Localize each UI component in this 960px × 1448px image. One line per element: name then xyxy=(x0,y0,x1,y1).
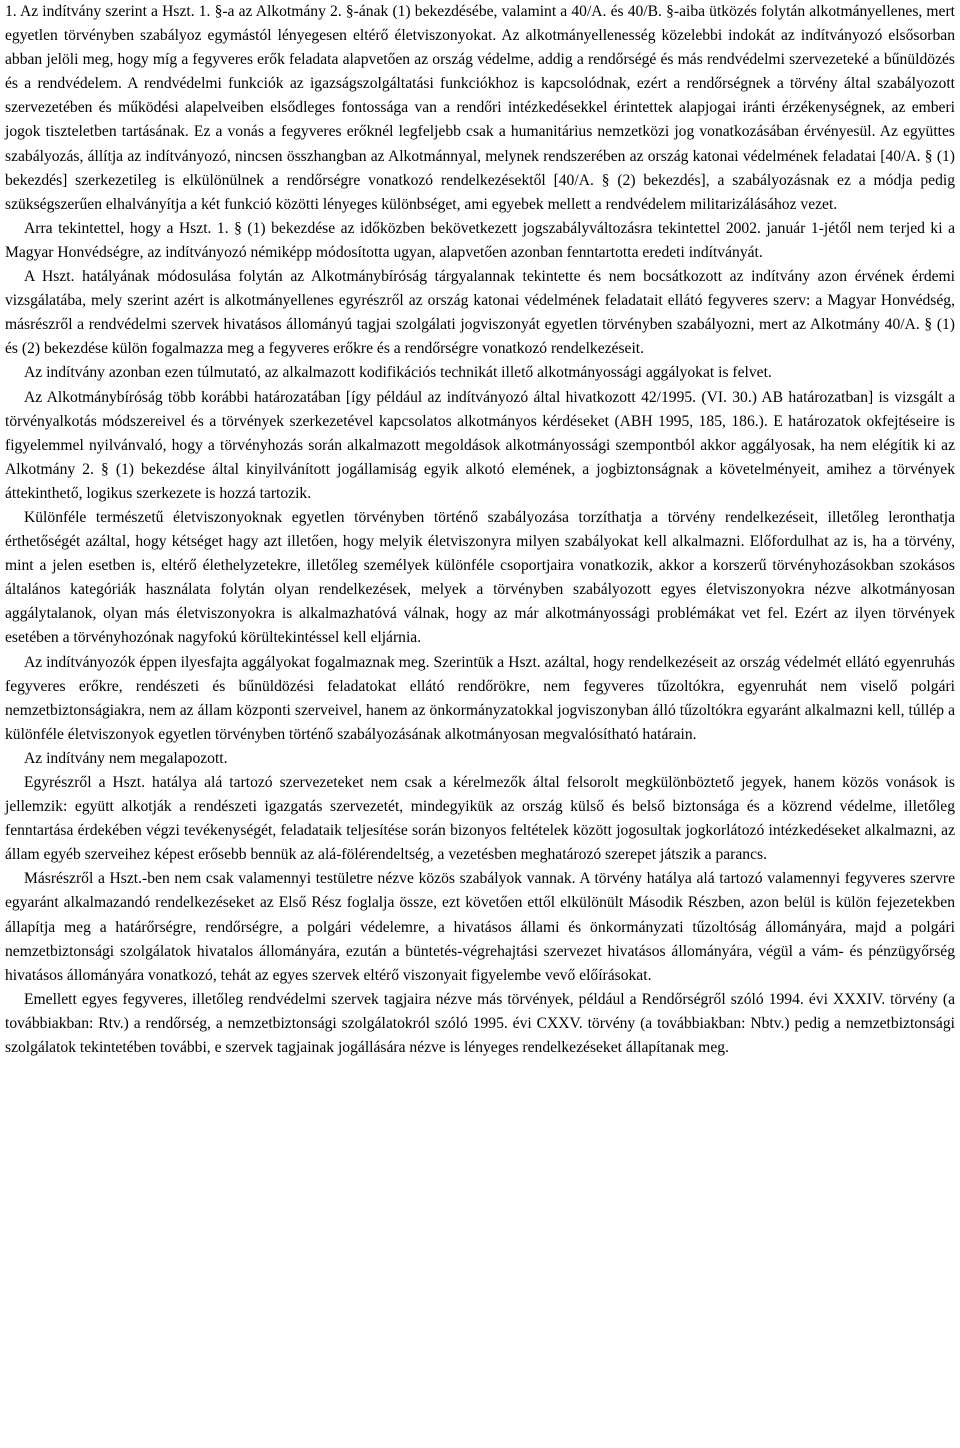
document-page xyxy=(5,0,955,1060)
paragraph-8: Az indítvány nem megalapozott. xyxy=(24,749,228,767)
paragraph-10: Másrészről a Hszt.-ben nem csak valamennyi testületre nézve közös szabályok vannak. A törvény hatálya alá tartozó valamennyi fegyveres szervre egyaránt alkalmazandó rendelkezéseket az Első Rész foglalja össze, ezt követően ettől elkülönült Második Részben, azon belül is külön fejezetekben állapítja meg a határőrségre, rendőrségre, a polgári védelemre, a hivatásos állami és önkormányzati tűzoltóság állományára, majd a polgári nemzetbiztonsági szolgálatok hivatalos állományára, ezután a büntetés-végrehajtási szervezet hivatásos állományára, végül a vám- és pénzügyőrség hivatásos állományára vonatkozó, tehát az egyes szervek eltérő viszonyait figyelembe vevő előírásokat. xyxy=(5,870,955,984)
paragraph-9: Egyrészről a Hszt. hatálya alá tartozó szervezeteket nem csak a kérelmezők által felsorolt megkülönböztető jegyek, hanem közös vonások is jellemzik: együtt alkotják a rendészeti igazgatás szervezetét, mindegyikük az ország külső és belső biztonsága és a közrend védelme, illetőleg fenntartása érdekében végzi tevékenységét, feladataik teljesítése során bizonyos feltételek között jogosultak jogkorlátozó intézkedéseket alkalmazni, az állam egyéb szerveihez képest erősebb bennük az alá-fölérendeltség, a vezetésben meghatározó szerepet játszik a parancs. xyxy=(5,774,955,864)
paragraph-1: 1. Az indítvány szerint a Hszt. 1. §-a az Alkotmány 2. §-ának (1) bekezdésébe, valamint a 40/A. és 40/B. §-aiba ütközés folytán alkotmányellenes, mert egyetlen törvényben szabályoz egymástól lényegesen eltérő életviszonyokat. Az alkotmányellenesség közelebbi indokát az indítványozó elsősorban abban jelöli meg, hogy míg a fegyveres erők feladata alapvetően az ország védelme, addig a rendőrségé és más rendvédelmi szervezeteké a bűnüldözés és a rendvédelem. A rendvédelmi funkciók az igazságszolgáltatási funkciókhoz is kapcsolódnak, ezért a rendőrségnek a törvény által szabályozott szervezetében és működési alapelveiben elsődleges fontossága van a rendőri intézkedésekkel érintettek alapjogai iránti érzékenységnek, az emberi jogok tiszteletben tartásának. Ez a vonás a fegyveres erőknél legfeljebb csak a humanitárius nemzetközi jog vonatkozásában érvényesül. Az együttes szabályozás, állítja az indítványozó, nincsen összhangban az Alkotmánnyal, melynek rendszerében az ország katonai védelmének feladatai [40/A. § (1) bekezdés] szerkezetileg is elkülönülnek a rendőrségre vonatkozó rendelkezésektől [40/A. § (2) bekezdés], a szabályozásnak ez a módja pedig szükségszerűen elhalványítja a két funkció közötti lényeges különbséget, ami egyebek mellett a rendvédelem militarizálásához vezet. xyxy=(5,3,955,213)
paragraph-3: A Hszt. hatályának módosulása folytán az Alkotmánybíróság tárgyalannak tekintette és nem bocsátkozott az indítvány azon érvének érdemi vizsgálatába, mely szerint azért is alkotmányellenes egyrészről az ország katonai védelmének feladatait ellátó fegyveres szerv: a Magyar Honvédség, másrészről a rendvédelmi szervek hivatásos állományú tagjai szolgálati jogviszonyát egyetlen törvényben szabályozni, mert az Alkotmány 40/A. § (1) és (2) bekezdése külön fogalmazza meg a fegyveres erőkre és a rendőrségre vonatkozó rendelkezéseit. xyxy=(5,268,955,358)
paragraph-7: Az indítványozók éppen ilyesfajta aggályokat fogalmaznak meg. Szerintük a Hszt. azáltal, hogy rendelkezéseit az ország védelmét ellátó egyenruhás fegyveres erőkre, rendészeti és bűnüldözési feladatokat ellátó rendőrökre, nem fegyveres tűzoltókra, egyenruhát nem viselő polgári nemzetbiztonságiakra, nem az állam központi szerveivel, hanem az önkormányzatokkal jogviszonyban álló tűzoltókra egyaránt alkalmazni kell, túllép a különféle életviszonyok egyetlen törvényben történő szabályozásának alkotmányosan megvalósítható határain. xyxy=(5,653,955,743)
paragraph-4: Az indítvány azonban ezen túlmutató, az alkalmazott kodifikációs technikát illető alkotmányossági aggályokat is felvet. xyxy=(24,364,772,382)
paragraph-5: Az Alkotmánybíróság több korábbi határozatában [így például az indítványozó által hivatkozott 42/1995. (VI. 30.) AB határozatban] is vizsgált a törvényalkotás módszereivel és a törvények szerkezetével kapcsolatos alkotmányos kérdéseket (ABH 1995, 185, 186.). E határozatok okfejtéseire is figyelemmel nyilvánvaló, hogy a törvényhozás során alkalmazott megoldások alkotmányossági szempontból akkor aggályosak, ha nem elégítik ki az Alkotmány 2. § (1) bekezdése által kinyilvánított jogállamiság egyik alkotó elemének, a jogbiztonságnak a követelményeit, amihez a törvények áttekinthető, logikus szerkezete is hozzá tartozik. xyxy=(5,388,955,502)
paragraph-6: Különféle természetű életviszonyoknak egyetlen törvényben történő szabályozása torzíthatja a törvény rendelkezéseit, illetőleg leronthatja érthetőségét azáltal, hogy kétséget hagy azt illetően, hogy melyik életviszonyra milyen szabályokat kell alkalmazni. Előfordulhat az is, ha a törvény, mint a jelen esetben is, eltérő élethelyzetekre, illetőleg személyek különféle csoportjaira vonatkozik, akkor a korszerű törvényhozásokban szokásos általános kategóriák használata folytán olyan rendelkezések, melyek a törvényben szabályozott egyes életviszonyokra nézve alkotmányosan aggálytalanok, olyan más életviszonyokra is alkalmazhatóvá válnak, hogy az már alkotmányossági problémákat vet fel. Ezért az ilyen törvények esetében a törvényhozónak nagyfokú körültekintéssel kell eljárnia. xyxy=(5,508,955,647)
paragraph-2: Arra tekintettel, hogy a Hszt. 1. § (1) bekezdése az időközben bekövetkezett jogszabályváltozásra tekintettel 2002. január 1-jétől nem terjed ki a Magyar Honvédségre, az indítványozó némiképp módosította ugyan, alapvetően azonban fenntartotta eredeti indítványát. xyxy=(5,219,955,261)
paragraph-11: Emellett egyes fegyveres, illetőleg rendvédelmi szervek tagjaira nézve más törvények, például a Rendőrségről szóló 1994. évi XXXIV. törvény (a továbbiakban: Rtv.) a rendőrség, a nemzetbiztonsági szolgálatokról szóló 1995. évi CXXV. törvény (a továbbiakban: Nbtv.) pedig a nemzetbiztonsági szolgálatok tekintetében további, e szervek tagjainak jogállására nézve is lényeges rendelkezéseket állapítanak meg. xyxy=(5,990,955,1057)
